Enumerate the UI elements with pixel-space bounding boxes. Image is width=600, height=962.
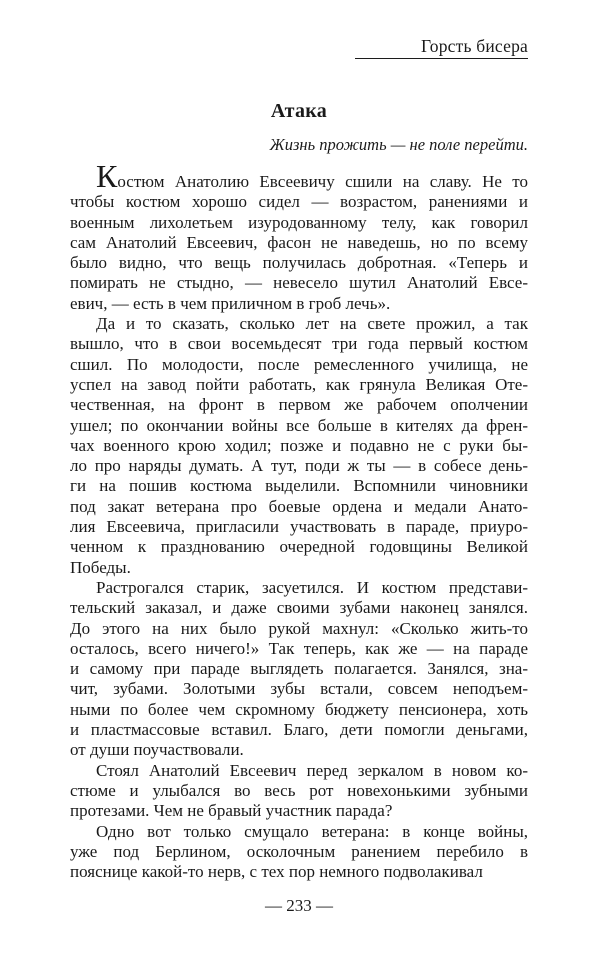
text-line: ченном к празднованию очередной годовщины Великой [70,537,528,557]
text-line: Костюм Анатолию Евсеевичу сшили на славу. Не то [96,158,528,194]
text-line: Победы. [70,557,131,577]
running-head: Горсть бисера [421,36,528,56]
header-rule [355,58,528,59]
text-line: под закат ветерана про боевые ордена и медали Анато- [70,496,528,516]
text-line: чах военного крою ходил; позже и подавно не с руки бы- [70,435,528,455]
text-line: уже под Берлином, осколочным ранением перебило в [70,841,528,861]
text-line: и самому при параде выглядеть полагается. Занялся, зна- [70,659,528,679]
text-line: ушел; по окончании войны все больше в кителях да френ- [70,415,528,435]
text-line: вышло, что в свои восемьдесят три года первый костюм [70,334,528,354]
text-line: ными по более чем скромному бюджету пенсионера, хоть [70,699,528,719]
text-line: военным лихолетьем изуродованному телу, как говорил [70,212,528,232]
text-line: протезами. Чем не бравый участник парада? [70,801,393,821]
text-line: было видно, что вещь получилась добротная. «Теперь и [70,253,528,273]
text-line: сам Анатолий Евсеевич, фасон не наведешь, но по всему [70,232,528,252]
text-line: стюме и улыбался во весь рот новехонькими зубными [70,780,528,800]
epigraph: Жизнь прожить — не поле перейти. [269,135,528,154]
initial-letter: К [96,158,118,194]
text-line: помирать не стыдно, — невесело шутил Анатолий Евсе- [70,273,528,293]
text-line: пояснице какой-то нерв, с тех пор немного подволакивал [70,862,483,882]
text-line: ги на пошив костюма выделили. Вспомнили чиновники [70,476,528,496]
text-line: чит, зубами. Золотыми зубы встали, совсем неподъем- [70,679,528,699]
text-line: осталось, всего ничего!» Так теперь, как же — на параде [70,638,528,658]
text-line: и пластмассовые вставил. Благо, дети помогли деньгами, [70,720,528,740]
text-line: Да и то сказать, сколько лет на свете прожил, а так [96,314,528,334]
text-line: чественная, на фронт в первом же рабочем ополчении [70,395,528,415]
text-line: сшил. По молодости, после ремесленного училища, не [70,354,528,374]
text-line: евич, — есть в чем приличном в гроб лечь». [70,293,391,313]
page-number: — 233 — [265,896,333,916]
body-text [70,158,528,882]
text-line: от души поучаствовали. [70,740,244,760]
text-line: Растрогался старик, засуетился. И костюм представи- [96,577,528,597]
text-line: тельский заказал, и даже своими зубами наконец занялся. [70,598,528,618]
text-line: Одно вот только смущало ветерана: в конце войны, [96,821,528,841]
chapter-title: Атака [270,100,328,122]
text-line: чтобы костюм хорошо сидел — возрастом, ранениями и [70,192,528,212]
text-line: Стоял Анатолий Евсеевич перед зеркалом в новом ко- [96,760,528,780]
text-line: лия Евсеевича, пригласили участвовать в параде, приуро- [70,517,528,537]
text-line: ло про наряды думать. А тут, поди ж ты — в собесе день- [70,456,528,476]
text-line: До этого на них было рукой махнул: «Сколько жить-то [70,618,528,638]
text-line: успел на завод пойти работать, как грянула Великая Оте- [70,374,528,394]
